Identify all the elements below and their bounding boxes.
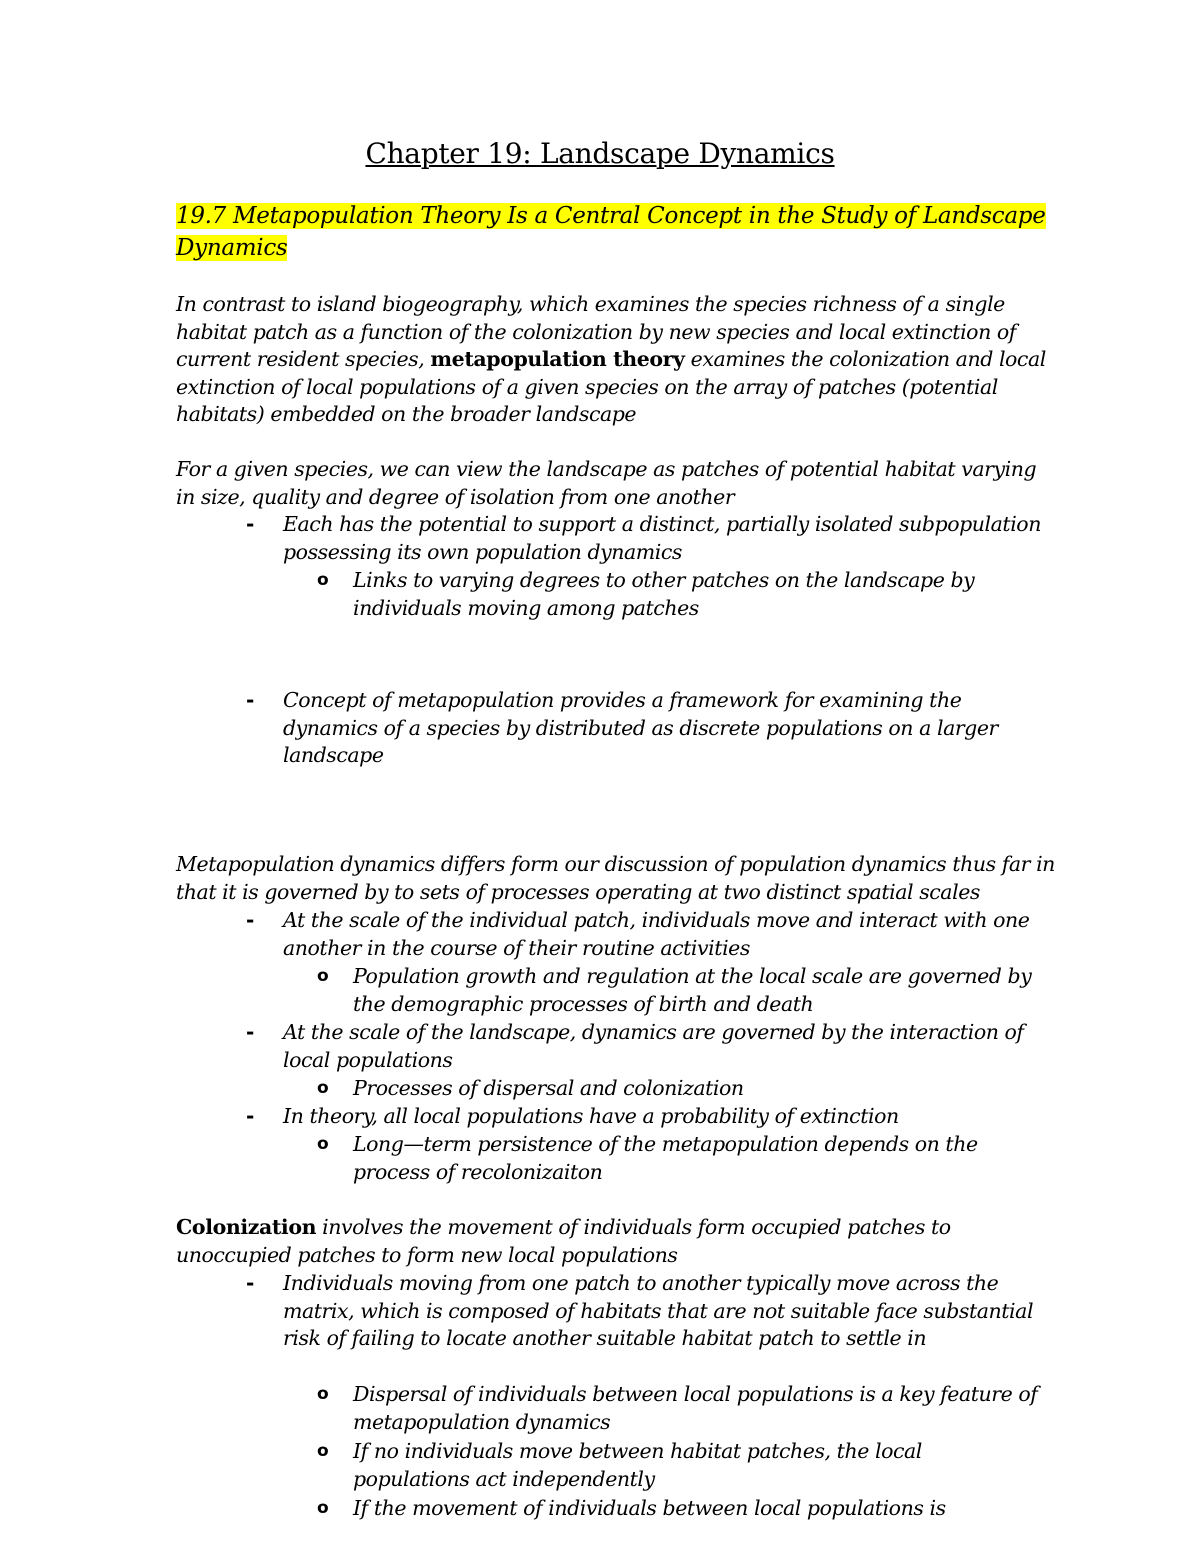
bullet-circle: o <box>317 1498 329 1518</box>
paragraph-intro <box>176 291 1056 429</box>
sub-list-item <box>353 1381 1043 1436</box>
list-item-text: At the scale of the landscape, dynamics are governed by the interaction of local populations <box>283 1020 1024 1072</box>
bullet-circle: o <box>317 1134 329 1154</box>
list-item <box>283 907 1043 962</box>
sub-list-item-text: Long—term persistence of the metapopulation depends on the process of recolonizaiton <box>353 1132 978 1184</box>
sub-list-item <box>353 1438 1043 1493</box>
bullet-circle: o <box>317 1384 329 1404</box>
list-item-text: Concept of metapopulation provides a framework for examining the dynamics of a species by distributed as discrete populations on a larger landscape <box>283 688 998 767</box>
colonization-text: involves the movement of individuals form occupied patches to unoccupied patches to form new local populations <box>176 1215 951 1267</box>
list-item-text: Each has the potential to support a distinct, partially isolated subpopulation possessing its own population dynamics <box>283 512 1041 564</box>
metapopulation-theory-term: metapopulation theory <box>430 347 685 371</box>
sub-list-item-text: Processes of dispersal and colonization <box>353 1076 744 1100</box>
bullet-dash: - <box>246 512 255 536</box>
bullet-dash: - <box>246 1271 255 1295</box>
sub-list-item-text: Population growth and regulation at the local scale are governed by the demographic processes of birth and death <box>353 964 1032 1016</box>
bullet-circle: o <box>317 570 329 590</box>
paragraph-landscape-patches <box>176 456 1056 511</box>
sub-list-item <box>353 1495 1043 1523</box>
paragraph-text: Metapopulation dynamics differs form our discussion of population dynamics thus far in that it is governed by to sets of processes operating at two distinct spatial scales <box>176 852 1055 904</box>
list-item <box>283 1270 1043 1353</box>
sub-list-item-text: If no individuals move between habitat patches, the local populations act independently <box>353 1439 922 1491</box>
paragraph-text: For a given species, we can view the landscape as patches of potential habitat varying in size, quality and degree of isolation from one another <box>176 457 1037 509</box>
section-heading-highlight: 19.7 Metapopulation Theory Is a Central Concept in the Study of Landscape Dynamics <box>176 203 1046 261</box>
sub-list-item <box>353 1075 1043 1103</box>
paragraph-colonization <box>176 1214 1056 1269</box>
bullet-dash: - <box>246 1020 255 1044</box>
list-item <box>283 1019 1043 1074</box>
intro-text-before: In contrast to island biogeography, which examines the species richness of a single habitat patch as a function of the colonization by new species and local extinction of current resident species, <box>176 292 1016 371</box>
sub-list-item <box>353 963 1043 1018</box>
sub-list-item <box>353 1131 1043 1186</box>
list-item <box>283 1103 1043 1131</box>
bullet-circle: o <box>317 1078 329 1098</box>
sub-list-item-text: If the movement of individuals between local populations is <box>353 1496 946 1520</box>
sub-list-item-text: Links to varying degrees to other patches on the landscape by individuals moving among patches <box>353 568 975 620</box>
list-item-text: Individuals moving from one patch to another typically move across the matrix, which is composed of habitats that are not suitable face substantial risk of failing to locate another suitable habitat patch to settle in <box>283 1271 1034 1350</box>
list-item-text: At the scale of the individual patch, individuals move and interact with one another in the course of their routine activities <box>283 908 1030 960</box>
page-title: Chapter 19: Landscape Dynamics <box>365 137 835 170</box>
list-item <box>283 687 1043 770</box>
list-item <box>283 511 1043 566</box>
bullet-dash: - <box>246 1104 255 1128</box>
bullet-circle: o <box>317 966 329 986</box>
sub-list-item <box>353 567 1043 622</box>
bullet-circle: o <box>317 1441 329 1461</box>
bullet-dash: - <box>246 688 255 712</box>
bullet-dash: - <box>246 908 255 932</box>
list-item-text: In theory, all local populations have a probability of extinction <box>283 1104 899 1128</box>
paragraph-metapopulation-dynamics <box>176 851 1056 906</box>
intro-text-after: examines the colonization and local extinction of local populations of a given species on the array of patches (potential habitats) embedded on the broader landscape <box>176 347 1046 426</box>
colonization-term: Colonization <box>176 1215 317 1239</box>
section-heading <box>176 200 1046 264</box>
sub-list-item-text: Dispersal of individuals between local populations is a key feature of metapopulation dynamics <box>353 1382 1038 1434</box>
